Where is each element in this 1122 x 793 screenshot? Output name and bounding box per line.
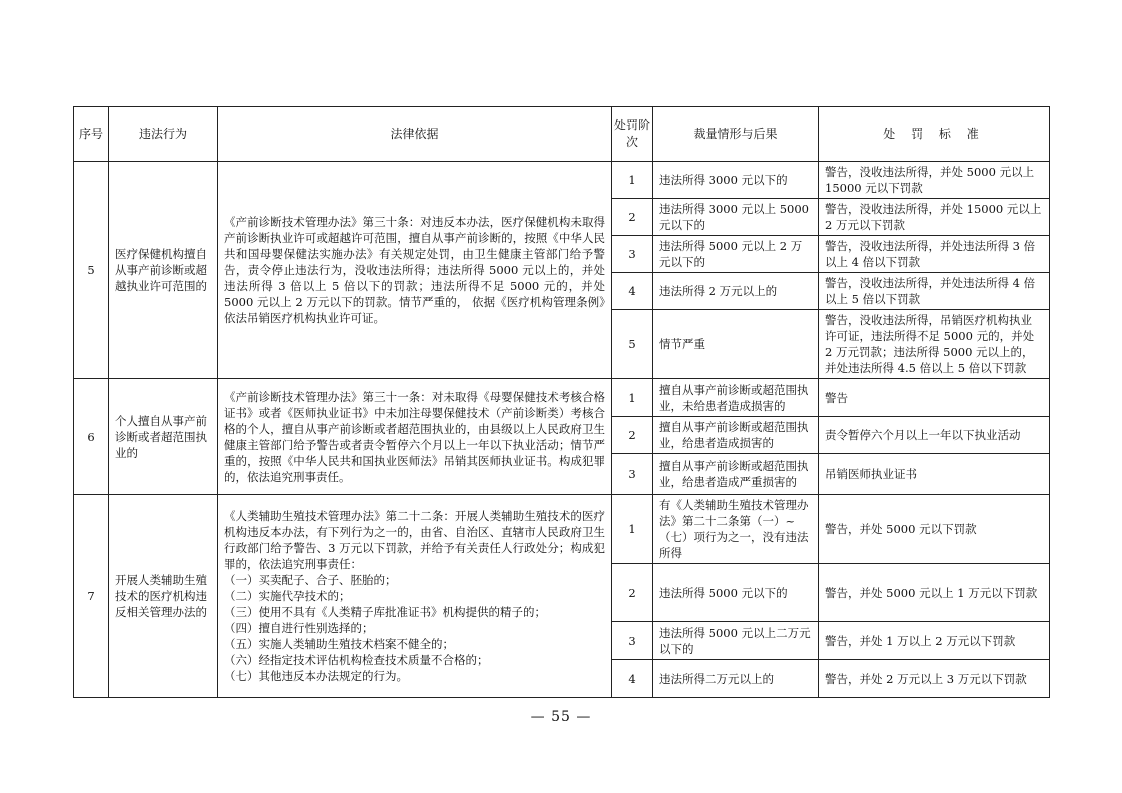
circumstance-cell: 违法所得 3000 元以上 5000 元以下的 [653, 199, 819, 236]
row-number: 7 [74, 495, 109, 698]
violation-cell: 开展人类辅助生殖技术的医疗机构违反相关管理办法的 [109, 495, 218, 698]
header-no: 序号 [74, 107, 109, 162]
header-row [74, 107, 1050, 162]
circumstance-cell: 擅自从事产前诊断或超范围执业，未给患者造成损害的 [653, 379, 819, 417]
standard-cell: 责令暂停六个月以上一年以下执业活动 [819, 417, 1050, 454]
standard-cell: 警告，并处 1 万以上 2 万元以下罚款 [819, 622, 1050, 660]
standard-cell: 警告，并处 5000 元以下罚款 [819, 495, 1050, 564]
level-cell: 1 [612, 379, 653, 417]
table-row [74, 495, 1050, 564]
legal-basis-item: （六）经指定技术评估机构检查技术质量不合格的； [224, 653, 489, 667]
standard-cell: 警告，没收违法所得，并处违法所得 4 倍以上 5 倍以下罚款 [819, 273, 1050, 310]
row-number: 6 [74, 379, 109, 495]
table-row [74, 379, 1050, 417]
table-row [74, 162, 1050, 199]
legal-basis-item: （一）买卖配子、合子、胚胎的； [224, 573, 397, 587]
circumstance-cell: 擅自从事产前诊断或超范围执业，给患者造成严重损害的 [653, 454, 819, 495]
header-level: 处罚阶次 [612, 107, 653, 162]
level-cell: 3 [612, 454, 653, 495]
circumstance-cell: 有《人类辅助生殖技术管理办法》第二十二条第（一）~（七）项行为之一，没有违法所得 [653, 495, 819, 564]
row-number: 5 [74, 162, 109, 379]
circumstance-cell: 违法所得二万元以上的 [653, 660, 819, 698]
header-standard: 处 罚 标 准 [819, 107, 1050, 162]
level-cell: 3 [612, 622, 653, 660]
circumstance-cell: 违法所得 3000 元以下的 [653, 162, 819, 199]
circumstance-cell: 擅自从事产前诊断或超范围执业，给患者造成损害的 [653, 417, 819, 454]
legal-basis-item: （二）实施代孕技术的； [224, 589, 351, 603]
standard-cell: 警告，没收违法所得，并处 15000 元以上 2 万元以下罚款 [819, 199, 1050, 236]
level-cell: 4 [612, 660, 653, 698]
level-cell: 3 [612, 236, 653, 273]
legal-basis-cell: 《产前诊断技术管理办法》第三十条：对违反本办法，医疗保健机构未取得产前诊断执业许可或超越许可范围，擅自从事产前诊断的，按照《中华人民共和国母婴保健法实施办法》有关规定处罚，由卫生健康主管部门给予警告，责令停止违法行为，没收违法所得；违法所得 5000 元以上的，并处违法所得 3 倍以上 5 倍以下的罚款；违法所得不足 5000 元的，并处 5000 元以上 2 万元以下的罚款。情节严重的， 依据《医疗机构管理条例》依法吊销医疗机构执业许可证。 [218, 162, 612, 379]
legal-basis-item: （七）其他违反本办法规定的行为。 [224, 669, 408, 683]
standard-cell: 警告，没收违法所得，吊销医疗机构执业许可证，违法所得不足 5000 元的，并处 2 万元罚款；违法所得 5000 元以上的，并处违法所得 4.5 倍以上 5 倍以下罚款 [819, 310, 1050, 379]
legal-basis-item: （五）实施人类辅助生殖技术档案不健全的； [224, 637, 454, 651]
standard-cell: 警告 [819, 379, 1050, 417]
header-circumstance: 裁量情形与后果 [653, 107, 819, 162]
standard-cell: 警告，没收违法所得，并处 5000 元以上 15000 元以下罚款 [819, 162, 1050, 199]
circumstance-cell: 情节严重 [653, 310, 819, 379]
level-cell: 2 [612, 564, 653, 622]
standard-cell: 警告，并处 5000 元以上 1 万元以下罚款 [819, 564, 1050, 622]
level-cell: 4 [612, 273, 653, 310]
legal-basis-item: （三）使用不具有《人类精子库批准证书》机构提供的精子的； [224, 605, 546, 619]
circumstance-cell: 违法所得 5000 元以上二万元以下的 [653, 622, 819, 660]
legal-basis-cell: 《产前诊断技术管理办法》第三十一条：对未取得《母婴保健技术考核合格证书》或者《医师执业证书》中未加注母婴保健技术（产前诊断类）考核合格的个人，擅自从事产前诊断或者超范围执业的，由县级以上人民政府卫生健康主管部门给予警告或者责令暂停六个月以上一年以下执业活动；情节严重的，按照《中华人民共和国执业医师法》吊销其医师执业证书。构成犯罪的，依法追究刑事责任。 [218, 379, 612, 495]
level-cell: 5 [612, 310, 653, 379]
header-basis: 法律依据 [218, 107, 612, 162]
level-cell: 2 [612, 199, 653, 236]
circumstance-cell: 违法所得 2 万元以上的 [653, 273, 819, 310]
standard-cell: 警告，并处 2 万元以上 3 万元以下罚款 [819, 660, 1050, 698]
standard-cell: 警告，没收违法所得，并处违法所得 3 倍以上 4 倍以下罚款 [819, 236, 1050, 273]
circumstance-cell: 违法所得 5000 元以下的 [653, 564, 819, 622]
legal-basis-intro: 《人类辅助生殖技术管理办法》第二十二条：开展人类辅助生殖技术的医疗机构违反本办法，有下列行为之一的，由省、自治区、直辖市人民政府卫生行政部门给予警告、3 万元以下罚款，并给予有关责任人行政处分；构成犯罪的，依法追究刑事责任： [224, 509, 605, 571]
page-number: — 55 — [530, 709, 592, 725]
header-violation: 违法行为 [109, 107, 218, 162]
circumstance-cell: 违法所得 5000 元以上 2 万元以下的 [653, 236, 819, 273]
legal-basis-item: （四）擅自进行性别选择的； [224, 621, 374, 635]
standard-cell: 吊销医师执业证书 [819, 454, 1050, 495]
level-cell: 2 [612, 417, 653, 454]
level-cell: 1 [612, 162, 653, 199]
violation-cell: 个人擅自从事产前诊断或者超范围执业的 [109, 379, 218, 495]
level-cell: 1 [612, 495, 653, 564]
violation-cell: 医疗保健机构擅自从事产前诊断或超越执业许可范围的 [109, 162, 218, 379]
legal-basis-cell [218, 495, 612, 698]
penalty-table [73, 106, 1050, 698]
